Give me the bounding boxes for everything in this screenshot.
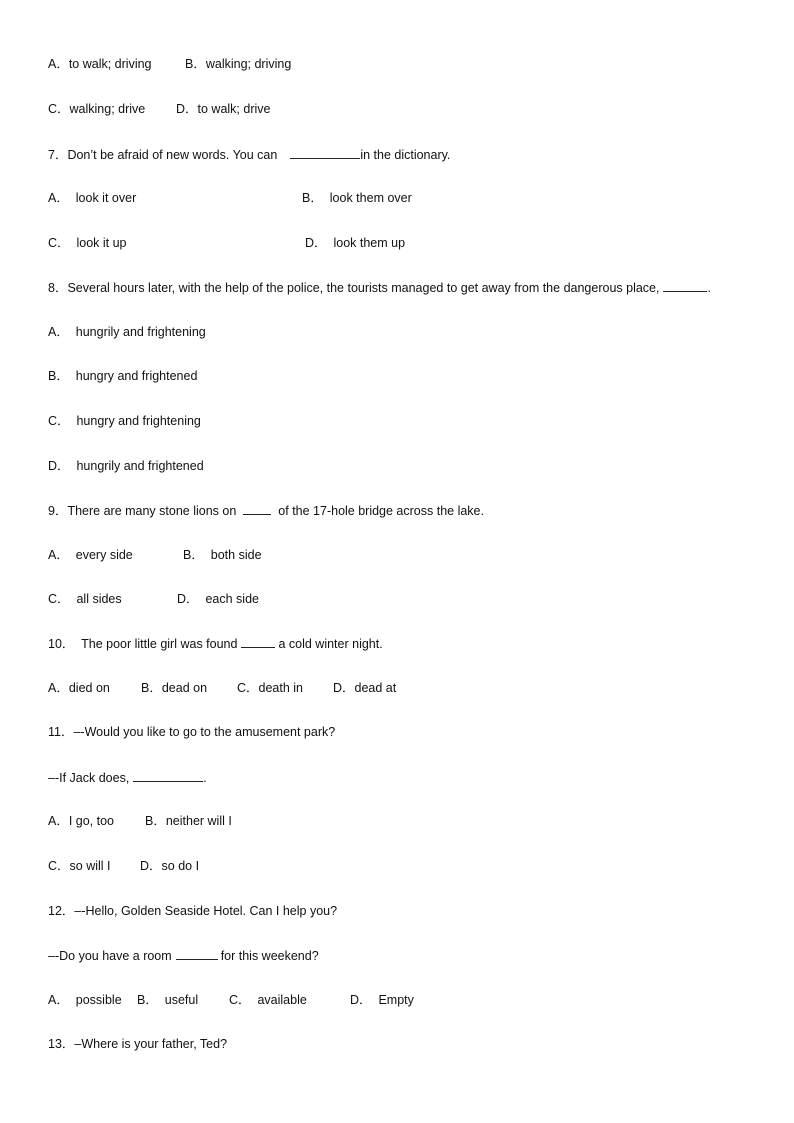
q6-option-a: A．to walk; driving	[48, 57, 152, 71]
q12-stem: 12．–-Hello, Golden Seaside Hotel. Can I help you?	[48, 904, 338, 918]
q13-stem: 13．–Where is your father, Ted?	[48, 1037, 228, 1051]
q11-reply	[48, 769, 207, 786]
q12-reply	[48, 947, 319, 964]
q12-option-c: C． available	[229, 993, 307, 1007]
q6-options-row-1	[48, 56, 292, 72]
q7-option-b: B． look them over	[302, 191, 412, 205]
q10-stem-before: 10． The poor little girl was found	[48, 637, 238, 651]
q6-options-row-2	[48, 101, 271, 117]
q9-stem-after: of the 17-hole bridge across the lake.	[278, 504, 484, 518]
q6-option-d: D．to walk; drive	[176, 102, 271, 116]
q7-stem-before: 7．Don’t be afraid of new words. You can	[48, 148, 278, 162]
q12-option-d: D． Empty	[350, 993, 414, 1007]
q9-stem	[48, 502, 484, 519]
q7-answer-blank	[290, 146, 360, 159]
q10-stem-after: a cold winter night.	[278, 637, 383, 651]
q11-option-a: A．I go, too	[48, 814, 115, 828]
q6-option-b: B．walking; driving	[185, 57, 292, 71]
q7-option-c: C． look it up	[48, 236, 127, 250]
q8-option-c: C． hungry and frightening	[48, 414, 201, 428]
q9-option-a: A． every side	[48, 548, 133, 562]
q9-stem-before: 9．There are many stone lions on	[48, 504, 237, 518]
q10-option-c: C．death in	[237, 681, 304, 695]
q8-stem	[48, 279, 711, 296]
q6-option-c: C．walking; drive	[48, 102, 146, 116]
q7-option-d: D． look them up	[305, 236, 406, 250]
q12-option-b: B． useful	[137, 993, 199, 1007]
q11-stem: 11．–-Would you like to go to the amusement park?	[48, 725, 336, 739]
q10-option-d: D．dead at	[333, 681, 397, 695]
q8-stem-before: 8．Several hours later, with the help of the police, the tourists managed to get away from the dangerous place,	[48, 281, 660, 295]
q8-option-d: D． hungrily and frightened	[48, 459, 204, 473]
q9-option-d: D． each side	[177, 592, 259, 606]
q11-option-c: C．so will I	[48, 859, 111, 873]
q11-reply-before: –-If Jack does,	[48, 771, 130, 785]
q7-stem	[48, 146, 450, 163]
q8-option-b: B． hungry and frightened	[48, 369, 198, 383]
q7-option-a: A． look it over	[48, 191, 137, 205]
q10-answer-blank	[241, 635, 275, 648]
q9-option-c: C． all sides	[48, 592, 122, 606]
q10-stem	[48, 635, 383, 652]
q9-option-b: B． both side	[183, 548, 262, 562]
q11-option-b: B．neither will I	[145, 814, 232, 828]
q11-answer-blank	[133, 769, 203, 782]
q8-answer-blank	[663, 279, 707, 292]
q12-reply-before: –-Do you have a room	[48, 949, 172, 963]
q8-stem-after: .	[707, 281, 711, 295]
q11-option-d: D．so do I	[140, 859, 200, 873]
q11-reply-after: .	[203, 771, 207, 785]
q12-option-a: A． possible	[48, 993, 122, 1007]
q12-reply-after: for this weekend?	[220, 949, 319, 963]
q12-answer-blank	[176, 947, 218, 960]
q10-option-a: A．died on	[48, 681, 110, 695]
q10-option-b: B．dead on	[141, 681, 208, 695]
q9-answer-blank	[243, 502, 271, 515]
q7-stem-after: in the dictionary.	[360, 148, 451, 162]
q8-option-a: A． hungrily and frightening	[48, 325, 206, 339]
